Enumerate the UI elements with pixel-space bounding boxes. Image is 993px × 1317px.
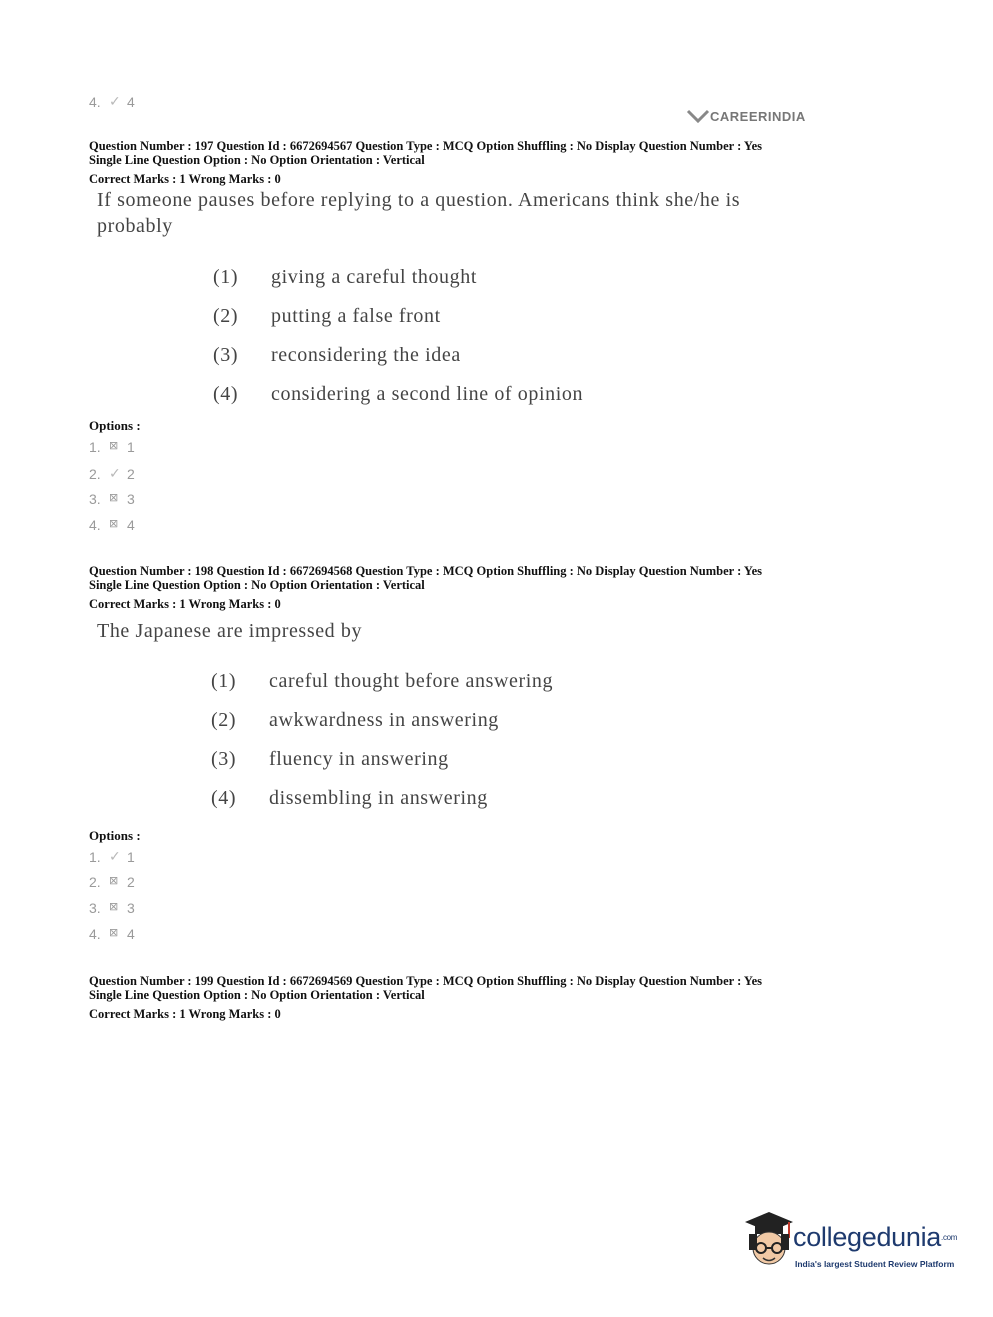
option-row xyxy=(89,93,135,110)
choice-text: fluency in answering xyxy=(269,748,449,770)
option-row xyxy=(89,900,135,916)
option-number: 2. xyxy=(89,874,101,890)
option-row xyxy=(89,517,135,533)
watermark-logo xyxy=(686,109,806,124)
choice-number: (4) xyxy=(213,383,239,405)
options-label: Options : xyxy=(89,828,141,843)
option-value: 4 xyxy=(127,926,135,942)
choice-number: (1) xyxy=(213,266,239,288)
choice-item xyxy=(213,266,477,289)
question-meta-line2: Single Line Question Option : No Option Orientation : Vertical xyxy=(89,153,425,167)
question-marks: Correct Marks : 1 Wrong Marks : 0 xyxy=(89,172,281,186)
mascot-icon xyxy=(735,1208,795,1274)
brand-name: collegedunia$^{.com}$ xyxy=(793,1222,958,1252)
choice-number: (2) xyxy=(213,305,239,327)
option-number: 1. xyxy=(89,849,101,865)
option-value: 1 xyxy=(127,439,135,455)
option-value: 3 xyxy=(127,900,135,916)
check-icon: ✓ xyxy=(109,848,121,864)
choice-number: (3) xyxy=(211,748,237,770)
option-row xyxy=(89,874,135,890)
option-value: 2 xyxy=(127,874,135,890)
watermark-text: CAREERINDIA xyxy=(710,109,806,124)
watermark-icon xyxy=(686,109,710,123)
option-value: 4 xyxy=(127,517,135,533)
option-value: 3 xyxy=(127,491,135,507)
choice-item xyxy=(211,748,449,771)
option-number: 4. xyxy=(89,94,101,110)
option-number: 4. xyxy=(89,517,101,533)
choice-number: (4) xyxy=(211,787,237,809)
option-row xyxy=(89,848,135,865)
question-marks: Correct Marks : 1 Wrong Marks : 0 xyxy=(89,597,281,611)
option-value: 1 xyxy=(127,849,135,865)
choice-text: dissembling in answering xyxy=(269,787,488,809)
question-meta-line1: Question Number : 198 Question Id : 6672694568 Question Type : MCQ Option Shuffling : No Display Question Number : Yes xyxy=(89,564,762,578)
choice-item xyxy=(213,383,583,406)
option-value: 2 xyxy=(127,466,135,482)
question-meta-line2: Single Line Question Option : No Option Orientation : Vertical xyxy=(89,578,425,592)
choice-number: (2) xyxy=(211,709,237,731)
choice-number: (3) xyxy=(213,344,239,366)
option-number: 3. xyxy=(89,491,101,507)
question-text: The Japanese are impressed by xyxy=(97,620,363,642)
choice-item xyxy=(213,305,441,328)
cross-icon: ⊠ xyxy=(109,927,119,939)
option-value: 4 xyxy=(127,94,135,110)
question-meta-line1: Question Number : 199 Question Id : 6672694569 Question Type : MCQ Option Shuffling : No Display Question Number : Yes xyxy=(89,974,762,988)
cross-icon: ⊠ xyxy=(109,901,119,913)
brand-tagline: India's largest Student Review Platform xyxy=(795,1259,955,1269)
choice-text: putting a false front xyxy=(271,305,441,327)
question-meta-line2: Single Line Question Option : No Option Orientation : Vertical xyxy=(89,988,425,1002)
choice-item xyxy=(211,670,553,693)
question-text: If someone pauses before replying to a question. Americans think she/he is probably xyxy=(97,189,741,237)
option-row xyxy=(89,465,135,482)
choice-text: reconsidering the idea xyxy=(271,344,461,366)
collegedunia-logo xyxy=(735,1208,965,1280)
option-row xyxy=(89,491,135,507)
cross-icon: ⊠ xyxy=(109,440,119,452)
check-icon: ✓ xyxy=(109,465,121,481)
question-meta-line1: Question Number : 197 Question Id : 6672694567 Question Type : MCQ Option Shuffling : No Display Question Number : Yes xyxy=(89,139,762,153)
cross-icon: ⊠ xyxy=(109,492,119,504)
brand-suffix: .com xyxy=(941,1233,958,1242)
choice-text: careful thought before answering xyxy=(269,670,554,692)
option-number: 2. xyxy=(89,466,101,482)
choice-text: awkwardness in answering xyxy=(269,709,499,731)
choice-text: giving a careful thought xyxy=(271,266,478,288)
choice-number: (1) xyxy=(211,670,237,692)
option-number: 3. xyxy=(89,900,101,916)
option-row xyxy=(89,439,135,455)
question-marks: Correct Marks : 1 Wrong Marks : 0 xyxy=(89,1007,281,1021)
options-label: Options : xyxy=(89,418,141,433)
choice-item xyxy=(213,344,461,367)
choice-text: considering a second line of opinion xyxy=(271,383,584,405)
check-icon: ✓ xyxy=(109,93,121,109)
option-row xyxy=(89,926,135,942)
choice-item xyxy=(211,787,488,810)
option-number: 4. xyxy=(89,926,101,942)
option-number: 1. xyxy=(89,439,101,455)
choice-item xyxy=(211,709,499,732)
cross-icon: ⊠ xyxy=(109,518,119,530)
cross-icon: ⊠ xyxy=(109,875,119,887)
